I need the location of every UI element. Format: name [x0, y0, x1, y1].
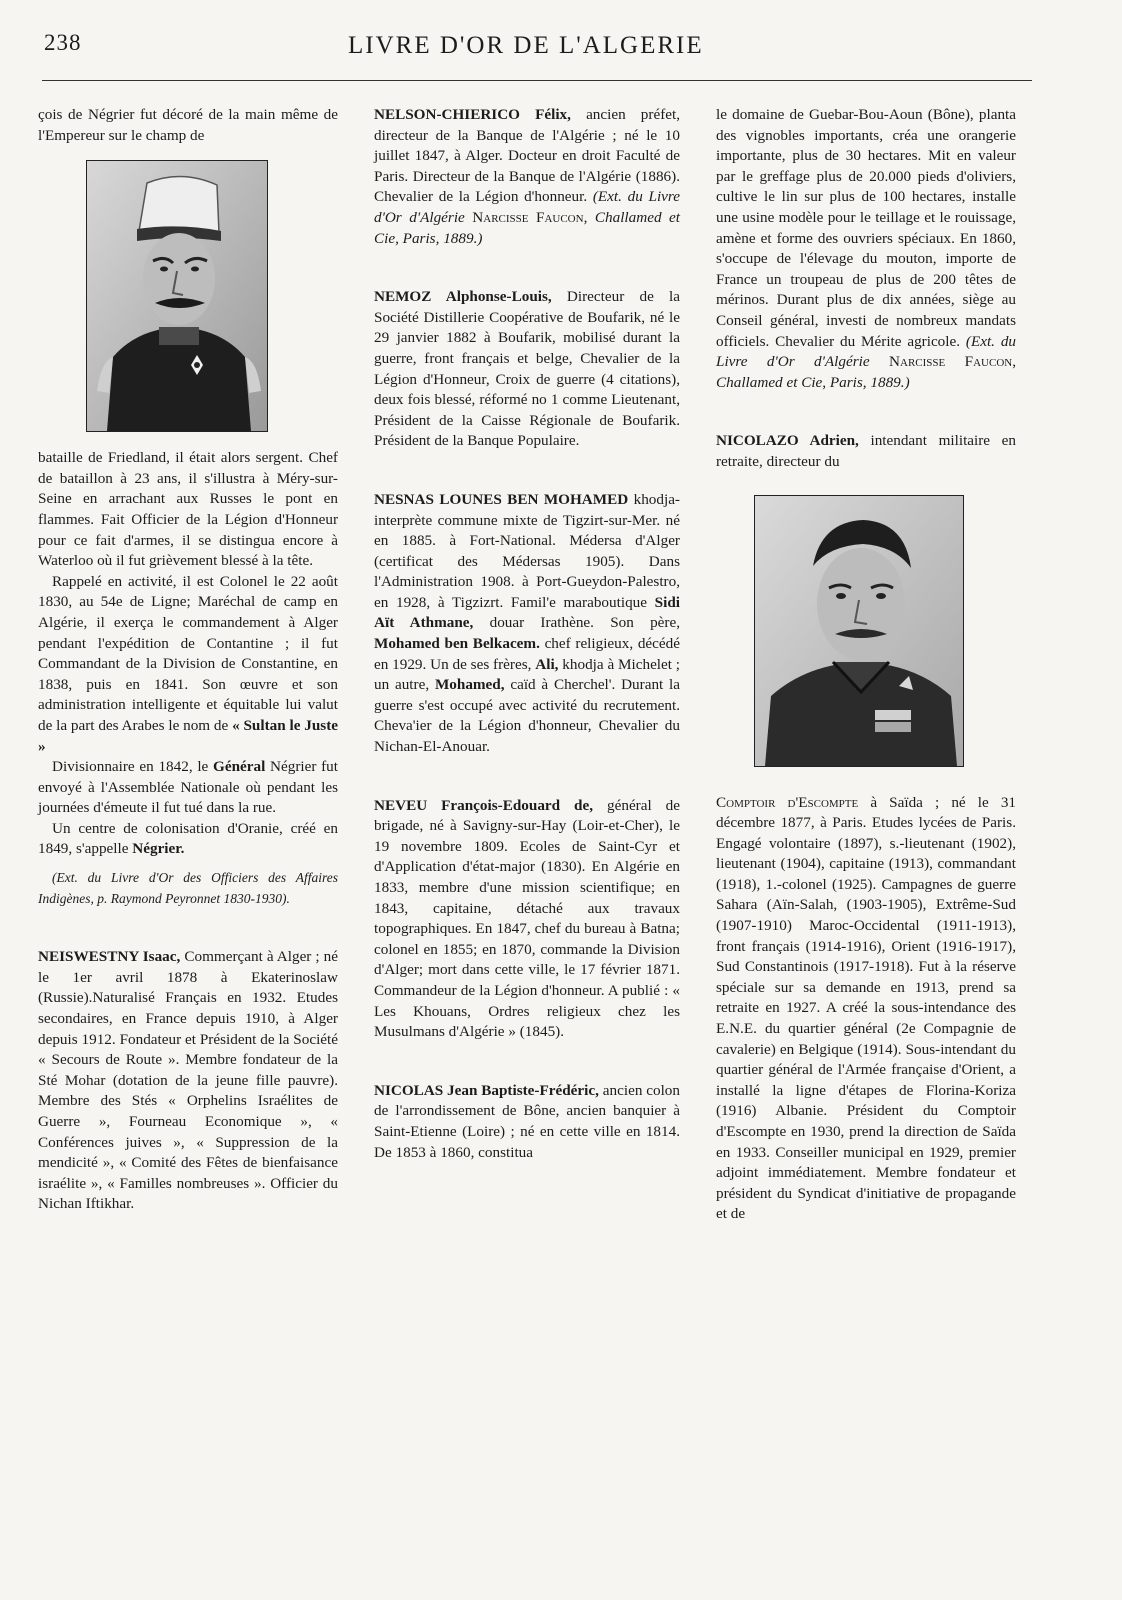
entry-nemoz: NEMOZ Alphonse-Louis, Directeur de la Société Distillerie Coopérative de Boufarik, né le 29 janvier 1882 à Boufarik, mobilisé durant la guerre, front français et belge, Chevalier de la Légion d'Honneur, Croix de guerre (4 citations), deux fois blessé, réformé no 1 comme Lieutenant, Président de la Caisse Régionale de Boufarik. Président de la Banque Populaire. [374, 288, 681, 450]
running-title: LIVRE D'OR DE L'ALGERIE [348, 32, 704, 59]
header-rule [42, 80, 1032, 81]
entry-neveu: NEVEU François-Edouard de, général de brigade, né à Savigny-sur-Hay (Loir-et-Cher), le 19 novembre 1809. Ecoles de Saint-Cyr et d'Application d'état-major (1830). En Algérie en 1833, membre d'une mission scientifique; en 1843, capitaine, détaché aux travaux topographiques. En 1847, chef du bureau à Batna; colonel en 1855; en 1870, commande la Division d'Alger; mort dans cette ville, le 17 février 1871. Commandeur de la Légion d'honneur. A publié : « Les Khouans, Ordres religieux chez les Musulmans d'Algérie » (1845). [374, 796, 680, 1041]
entry-nicolazo: NICOLAZO Adrien, intendant militaire en retraite, directeur du [716, 432, 1016, 470]
entry-nicolas: NICOLAS Jean Baptiste-Frédéric, ancien colon de l'arrondissement de Bône, ancien banquier à Saint-Etienne (Loire) ; né en cette ville en 1814. De 1853 à 1860, constitua [374, 1081, 680, 1161]
text-negrier-divisionnaire: Divisionnaire en 1842, le Général Négrier fut envoyé à l'Assemblée Nationale où pendant les journées d'émeute il fut tué dans la rue. [38, 758, 338, 817]
text-negrier-centre: Un centre de colonisation d'Oranie, créé en 1849, s'appelle Négrier. [38, 819, 338, 858]
portrait-general-negrier [86, 160, 268, 432]
column-2 [374, 105, 680, 1163]
entry-nesnas: NESNAS LOUNES BEN MOHAMED khodja-interprète commune mixte de Tigzirt-sur-Mer. né en 1885. à Fort-National. Médersa d'Alger (certificat des Médersas 1905). Dans l'Administration 1908. à Port-Gueydon-Palestro, en 1928, à Tigzizrt. Famil'e maraboutique Sidi Aït Athmane, douar Irathène. Son père, Mohamed ben Belkacem. chef religieux, décédé en 1929. Un de ses frères, Ali, khodja à Michelet ; un autre, Mohamed, caïd à Cherchel'. Durant la guerre s'est occupé avec activité du recrutement. Cheva'ier de la Légion d'honneur, Chevalier du Nichan-El-Anouar. [374, 490, 681, 756]
page-number: 238 [44, 30, 82, 55]
text-nicolazo-career: Comptoir d'Escompte à Saïda ; né le 31 décembre 1877, à Paris. Etudes lycées de Paris. Engagé volontaire (1897), s.-lieutenant (1902), lieutenant (1904), capitaine (1913), commandant (1918), 1.-colonel (1925). Campagnes de guerre Sahara (Aïn-Salah, (1903-1905), Extrême-Sud (1907-1910) Maroc-Occidental (1911-1913), front français (1914-1916), Orient (1916-1917), Sud Constantinois (1917-1918). Fut à la réserve spéciale sur sa demande en 1913, prend sa retraite en 1927. A créé la sous-intendance des E.N.E. du quartier général (2e Compagnie de cavalerie) en Belgique (1914). Sous-intendant du quartier général de l'Armée française d'Orient, a installé la ligne d'étapes de Florina-Koriza (1916) Albanie. Président du Comptoir d'Escompte en 1930, prend la direction de Saïda en 1933. Conseiller municipal en 1929, premier adjoint immédiatement. Membre fondateur et président du Syndicat d'initiative de propagande et de [716, 793, 1017, 1223]
column-1 [38, 105, 338, 1215]
entry-neiswestny: NEISWESTNY Isaac, Commerçant à Alger ; né le 1er avril 1878 à Ekaterinoslaw (Russie).Naturalisé Français en 1932. Etudes secondaires, en France depuis 1910, à Alger depuis 1912. Fondateur et Président de la Société « Secours de Route ». Membre fondateur de la Sté Mohar (dotation de la jeune fille pauvre). Membre des Stés « Orphelins Israélites de Guerre », Fourneau Economique », « Conférences juives », « Suppression de la mendicité », « Comité des Fêtes de bienfaisance israélite », « Familles nombreuses ». Officier du Nichan Iftikhar. [38, 948, 338, 1213]
text-nicolas-continued: le domaine de Guebar-Bou-Aoun (Bône), planta des vignobles importants, créa une orangerie importante, plus de 30 hectares. Mit en valeur par le greffage plus de 20.000 pieds d'oliviers, cultive le lin sur plus de 100 hectares, installe une usine modèle pour le teillage et le rouissage, amène et forme des ouvriers spéciaux. En 1860, s'occupe de l'élevage du mouton, importe de France un troupeau de plus de 200 têtes de mérinos. Durant plus de dix années, siège au Conseil général, investi de nombreux mandats officiels. Chevalier du Mérite agricole. (Ext. du Livre d'Or d'Algérie Narcisse Faucon, Challamed et Cie, Paris, 1889.) [716, 106, 1017, 391]
text-negrier-continued: çois de Négrier fut décoré de la main même de l'Empereur sur le champ de [38, 106, 338, 144]
text-negrier-career: bataille de Friedland, il était alors sergent. Chef de bataillon à 23 ans, il s'illustra à Méry-sur-Seine en arrachant aux Russes le pont en flammes. Fait Officier de la Légion d'Honneur pour ce fait d'armes, il se distingua encore à Waterloo où il fut grièvement blessé à la tête. [38, 449, 338, 570]
text-negrier-colonel: Rappelé en activité, il est Colonel le 22 août 1830, au 54e de Ligne; Maréchal de camp en Algérie, il exerça le commandement à Alger pendant l'expédition de Contantine ; il fut Commandant de la Division de Constantine, en 1838, puis en 1841. Son œuvre et son administration intelligente et équitable lui valut de la part des Arabes le nom de « Sultan le Juste » [38, 572, 339, 755]
column-3 [716, 105, 1016, 1225]
entry-nelson-chierico: NELSON-CHIERICO Félix, ancien préfet, directeur de la Banque de l'Algérie ; né le 10 juillet 1847, à Alger. Docteur en droit Faculté de Paris. Directeur de la Banque de l'Algérie (1886). Chevalier de la Légion d'honneur. (Ext. du Livre d'Or d'Algérie Narcisse Faucon, Challamed et Cie, Paris, 1889.) [374, 106, 681, 247]
portrait-nicolazo [754, 495, 964, 767]
reference-negrier: (Ext. du Livre d'Or des Officiers des Affaires Indigènes, p. Raymond Peyronnet 1830-1930). [38, 870, 338, 906]
